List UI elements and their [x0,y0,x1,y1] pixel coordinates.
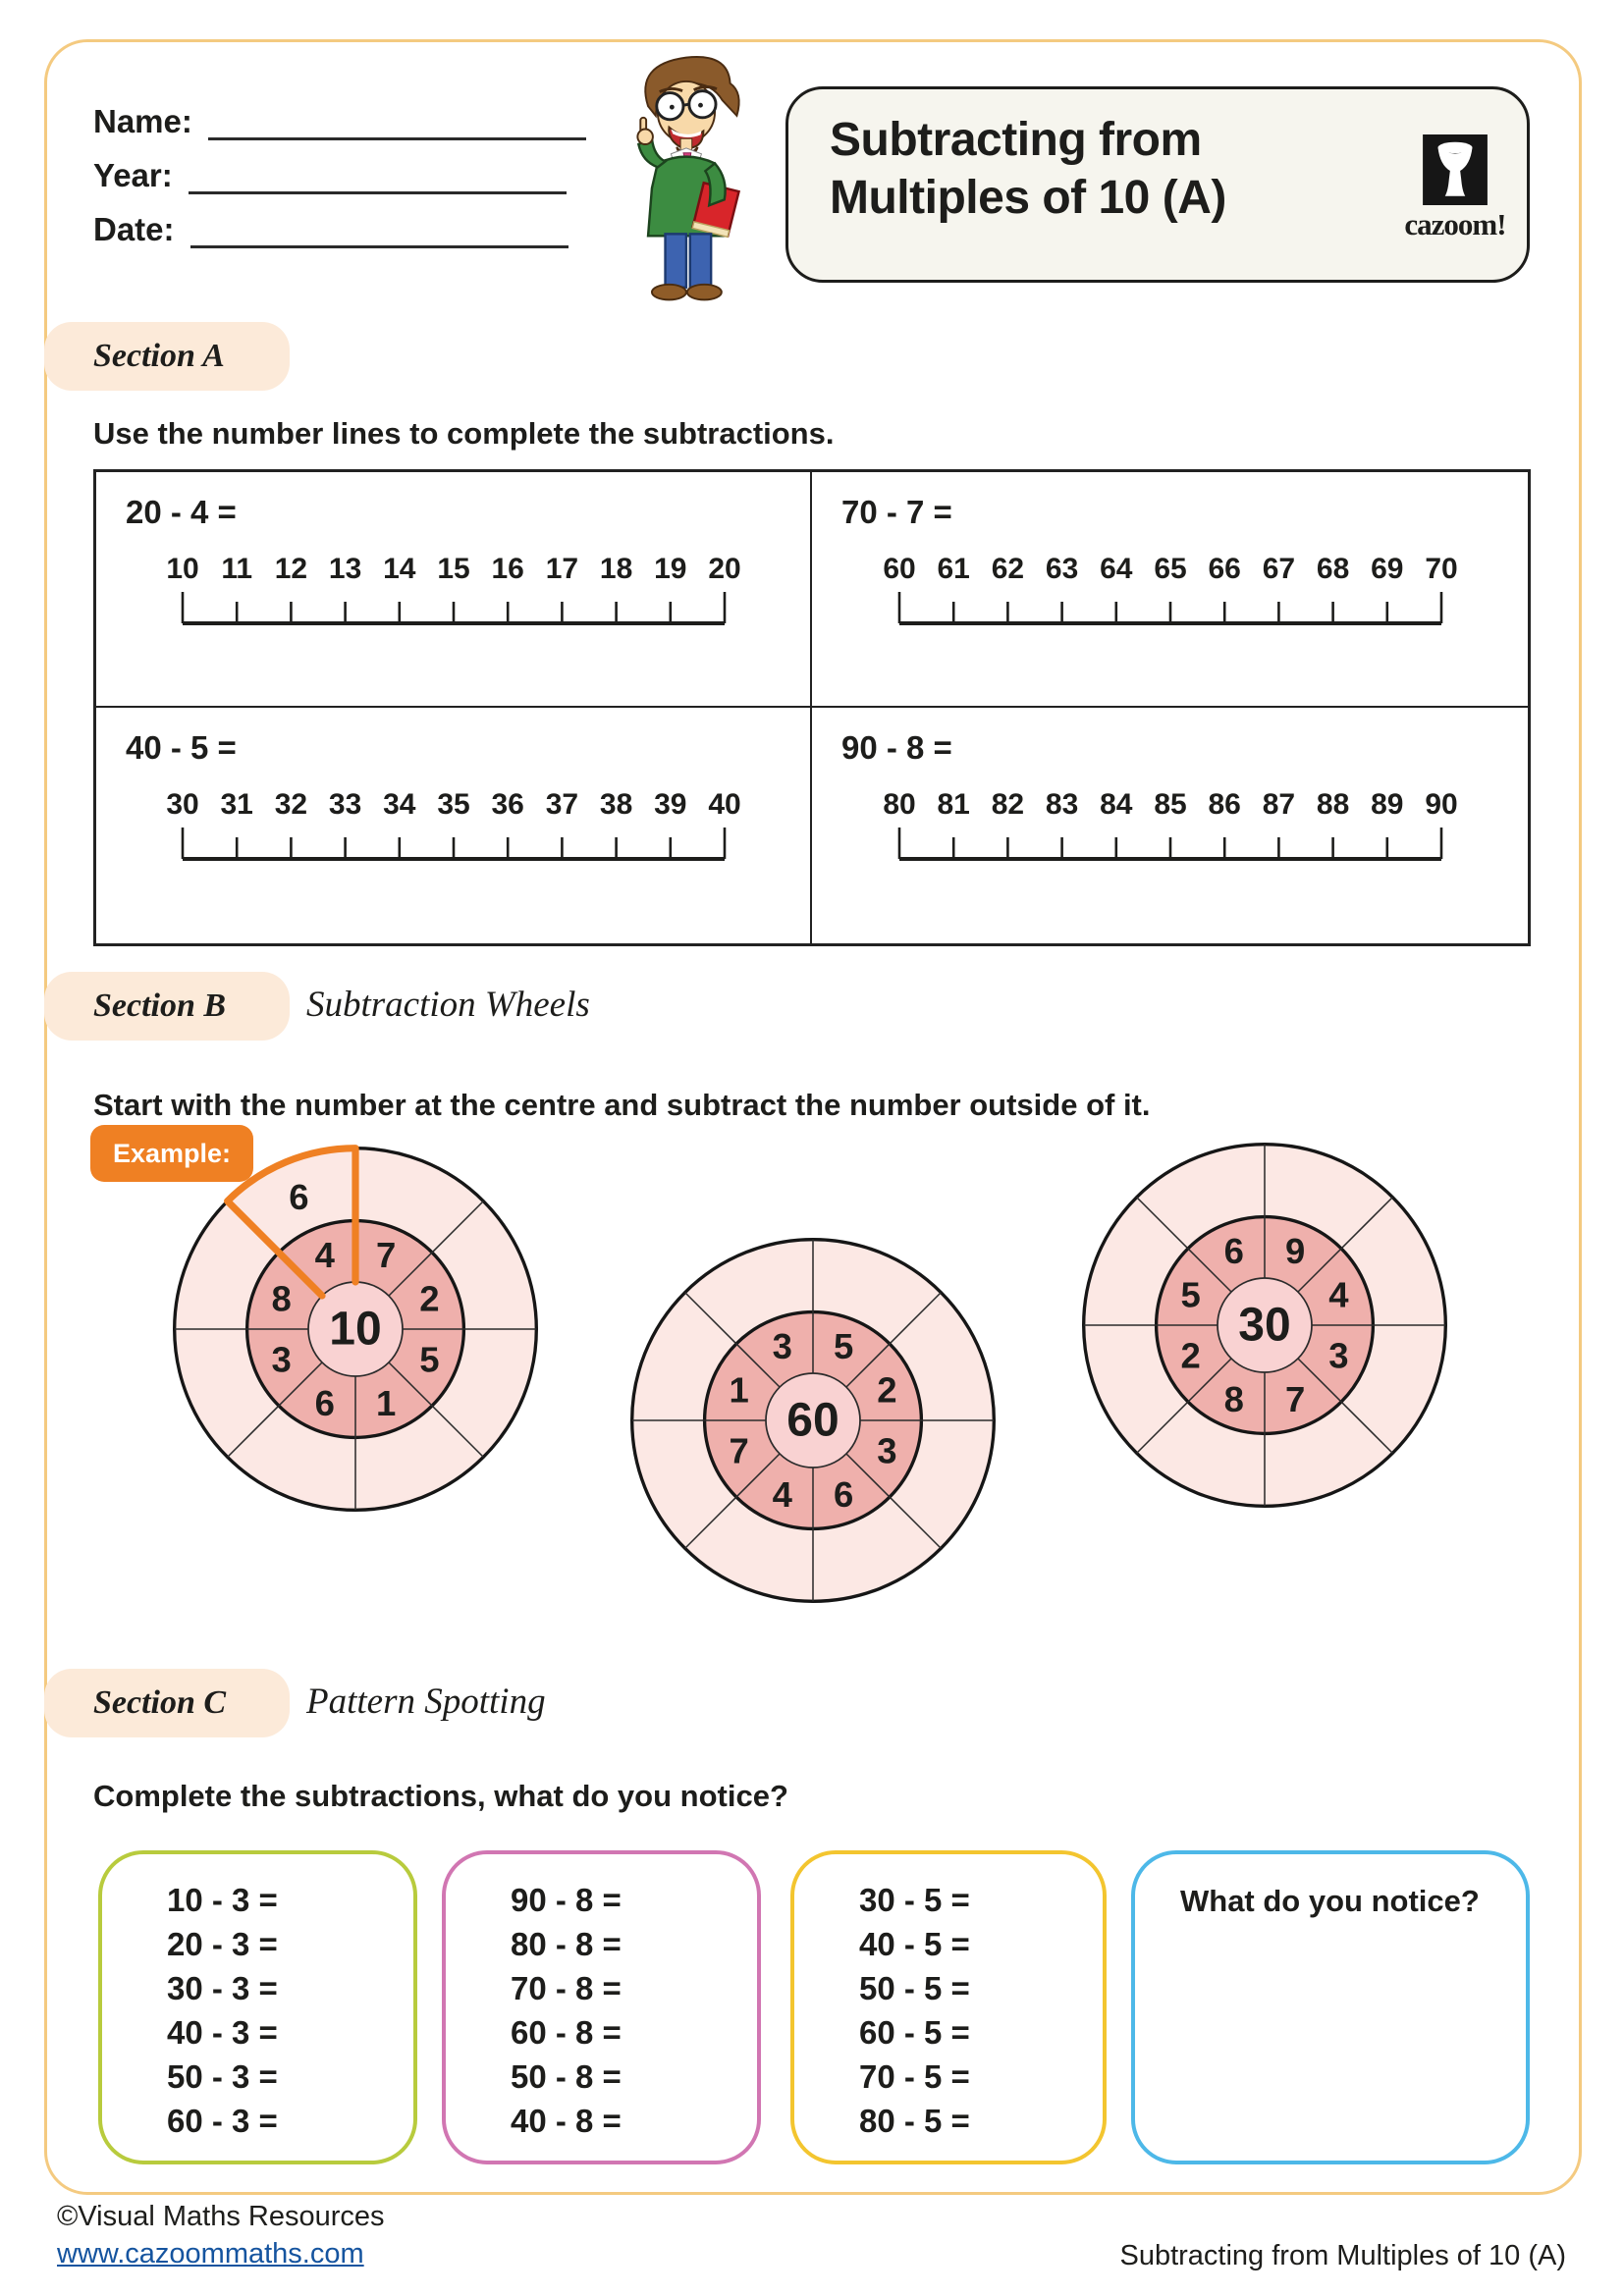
teacher-pointing-hand [637,118,653,144]
wheel-ring-number: 8 [271,1278,292,1319]
cazoommaths-website-link[interactable]: www.cazoommaths.com [57,2238,364,2269]
subtraction-problem: 70 - 8 = [511,1970,622,2006]
year-blank-line [189,156,567,194]
number-line-label: 16 [491,553,524,585]
number-line-label: 40 [707,788,741,821]
subtraction-problem: 60 - 8 = [511,2014,622,2051]
number-line-label: 83 [1045,788,1078,821]
wheel-ring-number: 6 [314,1382,335,1423]
subtraction-problem: 50 - 3 = [167,2058,278,2095]
subtraction-problem: 90 - 8 = [511,1882,622,1918]
number-line-label: 62 [991,553,1024,585]
subtraction-problem: 70 - 5 = [859,2058,970,2095]
number-line-label: 11 [220,553,252,585]
number-line-label: 89 [1370,788,1403,821]
subtraction-question: 40 - 5 = [126,729,237,766]
section-b-label: Section B [93,988,227,1024]
wheel-ring-number: 3 [772,1326,792,1367]
copyright-text: ©Visual Maths Resources [57,2201,385,2232]
wheel-ring-number: 6 [834,1473,854,1515]
section-c-instruction: Complete the subtractions, what do you notice? [93,1779,788,1813]
number-line-label: 35 [436,788,470,821]
section-a-label: Section A [93,338,225,374]
subtraction-problem: 30 - 5 = [859,1882,970,1918]
number-line-label: 84 [1099,788,1132,821]
year-field-row [93,156,567,194]
worksheet-title-line1: Subtracting from [830,114,1202,166]
section-a-instruction: Use the number lines to complete the subtractions. [93,416,835,451]
wheel-centre-number: 10 [329,1303,382,1356]
subtraction-problem: 80 - 8 = [511,1926,622,1962]
wheel-centre-number: 60 [786,1394,839,1447]
subtraction-problem: 10 - 3 = [167,1882,278,1918]
wheel-ring-number: 1 [729,1369,749,1411]
number-line-label: 88 [1316,788,1349,821]
number-line-label: 33 [328,788,361,821]
number-line-label: 65 [1153,553,1187,585]
wheel-ring-number: 7 [376,1235,397,1276]
number-line-label: 80 [882,788,916,821]
number-line-label: 85 [1153,788,1187,821]
subtraction-question: 70 - 7 = [841,494,952,530]
number-line-label: 86 [1208,788,1241,821]
name-label: Name: [93,103,192,139]
wheel-ring-number: 7 [1285,1378,1306,1419]
footer-doc-title: Subtracting from Multiples of 10 (A) [1119,2240,1566,2271]
numberline-problem-cell [96,708,812,943]
name-field-row [93,102,586,140]
wheel-ring-number: 4 [314,1235,335,1276]
subtraction-wheel-60 [624,1232,1001,1609]
date-label: Date: [93,211,175,247]
number-line-label: 20 [707,553,741,585]
number-line-80-90 [876,786,1465,869]
subtraction-wheel-10 [167,1141,544,1518]
pattern-box-minus-8 [442,1850,761,2164]
number-line-60-70 [876,551,1465,633]
number-line-label: 70 [1424,553,1458,585]
wheel-ring-number: 9 [1285,1231,1306,1272]
numberline-problem-cell [812,708,1528,943]
pattern-box-minus-3 [98,1850,417,2164]
section-b-subtitle: Subtraction Wheels [306,985,590,1025]
wheel-ring-number: 2 [1180,1335,1201,1376]
wheel-ring-number: 5 [419,1339,440,1380]
numberline-problem-cell [812,472,1528,708]
number-line-label: 81 [937,788,970,821]
name-blank-line [208,102,586,140]
subtraction-wheel-30 [1076,1137,1453,1514]
teacher-eye-left [670,105,675,110]
number-line-label: 14 [382,553,415,585]
teacher-shoe-right [687,285,722,300]
number-line-label: 87 [1262,788,1295,821]
teacher-eye-right [698,103,703,108]
number-line-label: 13 [328,553,361,585]
cazoom-drum-logo-icon [1423,134,1488,205]
worksheet-title-line2: Multiples of 10 (A) [830,172,1226,224]
worksheet-title-box [785,86,1530,283]
pattern-box-minus-5 [790,1850,1107,2164]
wheel-ring-number: 8 [1223,1378,1244,1419]
numberline-problem-cell [96,472,812,708]
subtraction-problem: 60 - 3 = [167,2103,278,2139]
number-line-label: 37 [545,788,578,821]
date-blank-line [190,210,568,248]
number-line-label: 12 [274,553,307,585]
wheel-ring-number: 5 [834,1326,854,1367]
number-line-label: 10 [165,553,199,585]
year-label: Year: [93,157,173,193]
wheel-ring-number: 3 [1328,1335,1349,1376]
number-line-label: 63 [1045,553,1078,585]
subtraction-question: 20 - 4 = [126,494,237,530]
cazoom-logo-text: cazoom! [1404,207,1506,241]
wheel-ring-number: 5 [1180,1274,1201,1315]
wheel-ring-number: 6 [1223,1231,1244,1272]
wheel-ring-number: 3 [271,1339,292,1380]
number-line-label: 15 [436,553,470,585]
number-line-label: 90 [1424,788,1458,821]
wheel-ring-number: 3 [877,1430,897,1471]
wheel-ring-number: 2 [877,1369,897,1411]
subtraction-problem: 50 - 5 = [859,1970,970,2006]
section-c-pill [44,1669,290,1737]
teacher-shoe-left [652,285,686,300]
wheel-ring-number: 4 [1328,1274,1349,1315]
number-line-label: 38 [599,788,632,821]
number-line-label: 32 [274,788,307,821]
subtraction-problem: 60 - 5 = [859,2014,970,2051]
notice-box-title: What do you notice? [1180,1884,1480,1918]
number-line-label: 39 [653,788,686,821]
example-badge: Example: [90,1125,253,1182]
wheel-ring-number: 2 [419,1278,440,1319]
wheel-ring-number: 4 [772,1473,792,1515]
section-b-pill [44,972,290,1041]
subtraction-problem: 20 - 3 = [167,1926,278,1962]
section-b-instruction: Start with the number at the centre and subtract the number outside of it. [93,1088,1151,1122]
subtraction-question: 90 - 8 = [841,729,952,766]
number-line-label: 82 [991,788,1024,821]
number-line-label: 17 [545,553,578,585]
number-line-10-20 [159,551,748,633]
number-line-label: 69 [1370,553,1403,585]
section-c-subtitle: Pattern Spotting [306,1682,546,1722]
number-line-label: 18 [599,553,632,585]
number-line-label: 68 [1316,553,1349,585]
subtraction-problem: 50 - 8 = [511,2058,622,2095]
number-line-label: 61 [937,553,970,585]
subtraction-problem: 30 - 3 = [167,1970,278,2006]
subtraction-problem: 80 - 5 = [859,2103,970,2139]
wheel-ring-number: 7 [729,1430,749,1471]
number-line-label: 66 [1208,553,1241,585]
number-line-label: 34 [382,788,415,821]
number-line-label: 67 [1262,553,1295,585]
number-line-label: 31 [220,788,253,821]
number-line-label: 30 [165,788,199,821]
teacher-leg-left [666,234,686,287]
worksheet-title [830,111,1226,227]
number-line-label: 60 [882,553,916,585]
subtraction-problem: 40 - 5 = [859,1926,970,1962]
section-c-label: Section C [93,1684,227,1721]
number-line-label: 19 [653,553,686,585]
teacher-leg-right [690,234,711,287]
wheel-ring-number: 1 [376,1382,397,1423]
wheel-centre-number: 30 [1238,1299,1291,1352]
number-line-label: 64 [1099,553,1132,585]
number-line-label: 36 [491,788,524,821]
number-line-30-40 [159,786,748,869]
section-a-pill [44,322,290,391]
subtraction-problem: 40 - 3 = [167,2014,278,2051]
numberline-problems-table [93,469,1531,946]
example-answer: 6 [289,1177,309,1218]
teacher-cartoon-illustration [601,45,766,312]
date-field-row [93,210,568,248]
what-do-you-notice-box [1131,1850,1530,2164]
subtraction-problem: 40 - 8 = [511,2103,622,2139]
